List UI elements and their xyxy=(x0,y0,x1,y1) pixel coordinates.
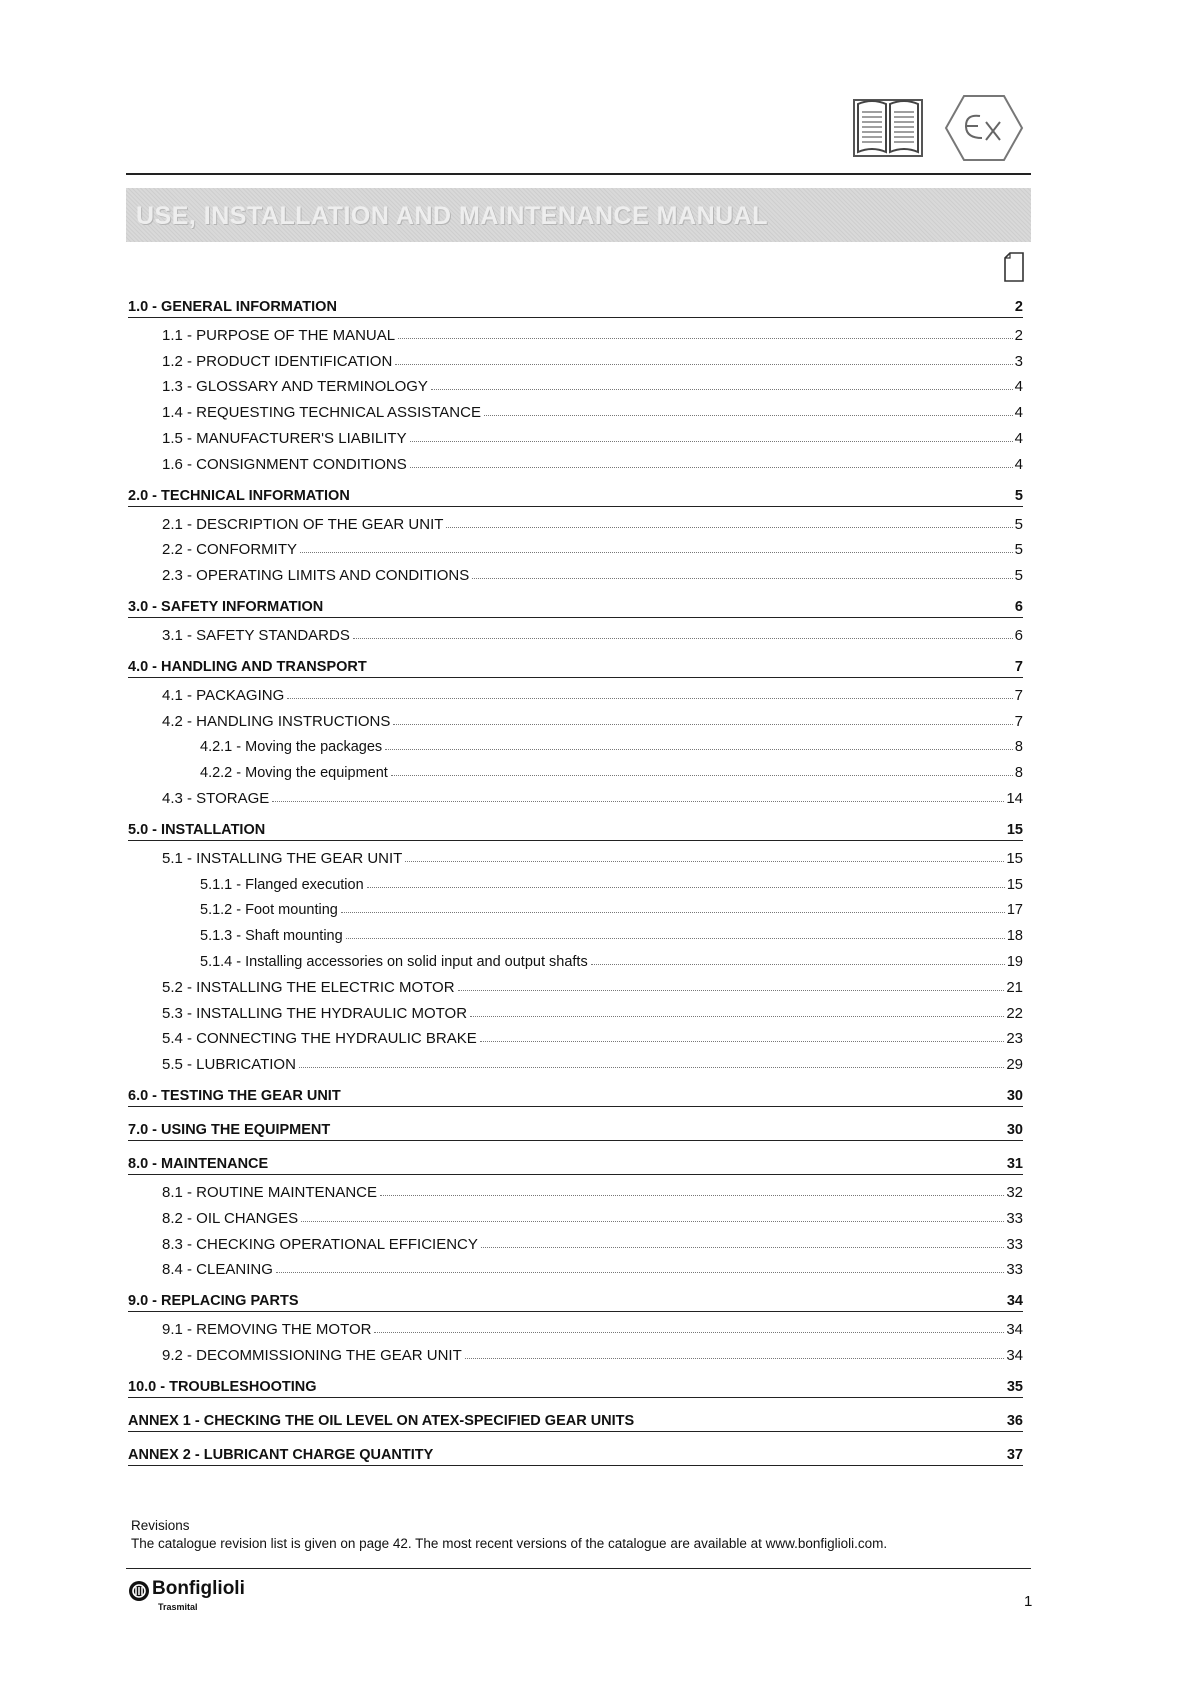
toc-page-number: 30 xyxy=(1006,1088,1023,1105)
toc-entry xyxy=(128,1022,1023,1048)
toc-entry xyxy=(128,970,1023,996)
toc-title: 4.3 - STORAGE xyxy=(162,789,270,807)
toc-leader-dots xyxy=(458,990,1005,991)
toc-page-number: 7 xyxy=(1014,658,1023,675)
toc-title: 8.1 - ROUTINE MAINTENANCE xyxy=(162,1183,378,1201)
toc-entry xyxy=(128,370,1023,396)
toc-title: 5.1.1 - Flanged execution xyxy=(200,876,364,893)
toc-page-number: 30 xyxy=(1006,1122,1023,1139)
toc-entry xyxy=(128,1312,1023,1338)
toc-title: 9.2 - DECOMMISSIONING THE GEAR UNIT xyxy=(162,1346,462,1364)
toc-entry xyxy=(128,421,1023,447)
toc-leader-dots xyxy=(405,861,1004,862)
page-number: 1 xyxy=(1024,1593,1033,1610)
toc-leader-dots xyxy=(591,964,1005,965)
toc-entry xyxy=(128,841,1023,867)
toc-page-number: 14 xyxy=(1006,789,1023,807)
toc-entry xyxy=(128,704,1023,730)
toc-title: 10.0 - TROUBLESHOOTING xyxy=(128,1378,317,1395)
toc-entry xyxy=(128,755,1023,781)
revisions-text: The catalogue revision list is given on page 42. The most recent versions of the catalogue are available at www.bonfiglioli.com. xyxy=(131,1536,888,1551)
toc-page-number: 33 xyxy=(1006,1261,1023,1279)
toc-title: 4.2 - HANDLING INSTRUCTIONS xyxy=(162,712,391,730)
toc-page-number: 2 xyxy=(1014,326,1023,344)
toc-title: 1.2 - PRODUCT IDENTIFICATION xyxy=(162,352,393,370)
toc-leader-dots xyxy=(353,638,1013,639)
toc-page-number: 4 xyxy=(1014,404,1023,422)
toc-title: 4.2.1 - Moving the packages xyxy=(200,739,383,756)
toc-leader-dots xyxy=(367,887,1005,888)
toc-page-number: 17 xyxy=(1006,902,1023,919)
footer-rule xyxy=(126,1568,1031,1569)
toc-title: 4.0 - HANDLING AND TRANSPORT xyxy=(128,658,367,675)
toc-title: 4.2.2 - Moving the equipment xyxy=(200,765,388,782)
toc-title: 2.0 - TECHNICAL INFORMATION xyxy=(128,487,350,504)
brand-subtitle: Trasmital xyxy=(158,1602,198,1612)
toc-entry xyxy=(128,918,1023,944)
toc-title: 1.5 - MANUFACTURER'S LIABILITY xyxy=(162,429,407,447)
toc-title: 5.1.4 - Installing accessories on solid input and output shafts xyxy=(200,953,588,970)
toc-section xyxy=(128,1438,1023,1466)
toc-section xyxy=(128,479,1023,507)
toc-page-number: 7 xyxy=(1014,712,1023,730)
toc-leader-dots xyxy=(395,364,1012,365)
toc-entry xyxy=(128,867,1023,893)
toc-page-number: 15 xyxy=(1006,876,1023,893)
toc-title: 5.1.3 - Shaft mounting xyxy=(200,928,343,945)
toc-page-number: 32 xyxy=(1006,1183,1023,1201)
toc-page-number: 5 xyxy=(1014,541,1023,559)
toc-leader-dots xyxy=(410,441,1013,442)
manual-title: USE, INSTALLATION AND MAINTENANCE MANUAL xyxy=(136,202,768,230)
toc-title: 1.4 - REQUESTING TECHNICAL ASSISTANCE xyxy=(162,404,481,422)
toc-entry xyxy=(128,944,1023,970)
toc-leader-dots xyxy=(301,1221,1004,1222)
toc-leader-dots xyxy=(431,389,1013,390)
toc-title: 8.4 - CLEANING xyxy=(162,1261,273,1279)
toc-title: 5.0 - INSTALLATION xyxy=(128,821,266,838)
toc-page-number: 18 xyxy=(1006,928,1023,945)
toc-leader-dots xyxy=(346,938,1005,939)
header-rule xyxy=(126,173,1031,175)
toc-page-number: 15 xyxy=(1006,821,1023,838)
toc-section xyxy=(128,1370,1023,1398)
toc-page-number: 6 xyxy=(1014,599,1023,616)
toc-section xyxy=(128,590,1023,618)
toc-page-number: 3 xyxy=(1014,352,1023,370)
brand-name: Bonfiglioli xyxy=(152,1578,245,1599)
toc-section xyxy=(128,290,1023,318)
toc-page-number: 5 xyxy=(1014,515,1023,533)
toc-section xyxy=(128,1079,1023,1107)
toc-page-number: 4 xyxy=(1014,455,1023,473)
toc-page-number: 21 xyxy=(1006,978,1023,996)
toc-section xyxy=(128,1113,1023,1141)
toc-entry xyxy=(128,1047,1023,1073)
toc-leader-dots xyxy=(380,1195,1004,1196)
toc-entry xyxy=(128,447,1023,473)
toc-leader-dots xyxy=(300,552,1013,553)
toc-title: 3.1 - SAFETY STANDARDS xyxy=(162,626,350,644)
toc-page-number: 7 xyxy=(1014,686,1023,704)
toc-title: 9.1 - REMOVING THE MOTOR xyxy=(162,1321,372,1339)
toc-leader-dots xyxy=(385,749,1013,750)
toc-entry xyxy=(128,395,1023,421)
toc-leader-dots xyxy=(391,775,1013,776)
toc-section xyxy=(128,813,1023,841)
toc-title: 4.1 - PACKAGING xyxy=(162,686,285,704)
toc-title: 5.1.2 - Foot mounting xyxy=(200,902,338,919)
toc-entry xyxy=(128,1338,1023,1364)
toc-title: 9.0 - REPLACING PARTS xyxy=(128,1293,299,1310)
toc-page-number: 6 xyxy=(1014,626,1023,644)
toc-leader-dots xyxy=(393,724,1012,725)
toc-page-number: 5 xyxy=(1014,487,1023,504)
toc-page-number: 4 xyxy=(1014,429,1023,447)
toc-leader-dots xyxy=(276,1272,1004,1273)
toc-entry xyxy=(128,344,1023,370)
toc-title: 5.3 - INSTALLING THE HYDRAULIC MOTOR xyxy=(162,1004,468,1022)
toc-page-number: 22 xyxy=(1006,1004,1023,1022)
toc-page-number: 29 xyxy=(1006,1056,1023,1074)
toc-title: 5.1 - INSTALLING THE GEAR UNIT xyxy=(162,849,403,867)
toc-entry xyxy=(128,1227,1023,1253)
toc-title: 1.1 - PURPOSE OF THE MANUAL xyxy=(162,326,396,344)
toc-title: ANNEX 2 - LUBRICANT CHARGE QUANTITY xyxy=(128,1446,434,1463)
toc-page-number: 8 xyxy=(1014,739,1023,756)
toc-page-number: 31 xyxy=(1006,1156,1023,1173)
toc-title: 8.0 - MAINTENANCE xyxy=(128,1156,269,1173)
toc-page-number: 8 xyxy=(1014,765,1023,782)
toc-entry xyxy=(128,678,1023,704)
toc-leader-dots xyxy=(472,578,1012,579)
toc-entry xyxy=(128,1253,1023,1279)
title-banner xyxy=(126,188,1031,242)
toc-title: 1.0 - GENERAL INFORMATION xyxy=(128,299,337,315)
toc-leader-dots xyxy=(465,1358,1005,1359)
toc-title: 5.2 - INSTALLING THE ELECTRIC MOTOR xyxy=(162,978,455,996)
header-icons xyxy=(852,92,1032,172)
toc-title: 3.0 - SAFETY INFORMATION xyxy=(128,599,324,616)
toc-title: 1.6 - CONSIGNMENT CONDITIONS xyxy=(162,455,407,473)
toc-title: 5.5 - LUBRICATION xyxy=(162,1056,296,1074)
toc-entry xyxy=(128,781,1023,807)
toc-entry xyxy=(128,318,1023,344)
toc-title: 6.0 - TESTING THE GEAR UNIT xyxy=(128,1088,341,1105)
book-icon xyxy=(852,92,924,162)
toc-leader-dots xyxy=(470,1016,1004,1017)
revisions-heading: Revisions xyxy=(131,1518,190,1533)
toc-leader-dots xyxy=(484,415,1013,416)
toc-page-number: 15 xyxy=(1006,849,1023,867)
toc-page-number: 5 xyxy=(1014,567,1023,585)
toc-title: 2.3 - OPERATING LIMITS AND CONDITIONS xyxy=(162,567,470,585)
toc-entry xyxy=(128,1175,1023,1201)
toc-page-number: 34 xyxy=(1006,1321,1023,1339)
toc-page-number: 37 xyxy=(1006,1446,1023,1463)
toc-title: 1.3 - GLOSSARY AND TERMINOLOGY xyxy=(162,378,428,396)
table-of-contents xyxy=(128,290,1023,1466)
toc-entry xyxy=(128,996,1023,1022)
toc-leader-dots xyxy=(481,1247,1004,1248)
toc-title: 5.4 - CONNECTING THE HYDRAULIC BRAKE xyxy=(162,1030,477,1048)
toc-title: 7.0 - USING THE EQUIPMENT xyxy=(128,1122,331,1139)
toc-leader-dots xyxy=(287,698,1012,699)
toc-entry xyxy=(128,507,1023,533)
toc-page-number: 33 xyxy=(1006,1209,1023,1227)
toc-page-number: 34 xyxy=(1006,1293,1023,1310)
toc-section xyxy=(128,1147,1023,1175)
toc-leader-dots xyxy=(272,801,1004,802)
toc-title: 2.1 - DESCRIPTION OF THE GEAR UNIT xyxy=(162,515,444,533)
toc-section xyxy=(128,1404,1023,1432)
toc-leader-dots xyxy=(446,527,1012,528)
toc-entry xyxy=(128,618,1023,644)
toc-entry xyxy=(128,558,1023,584)
toc-leader-dots xyxy=(410,467,1013,468)
document-page-icon xyxy=(1004,252,1024,282)
toc-title: 2.2 - CONFORMITY xyxy=(162,541,298,559)
toc-page-number: 36 xyxy=(1006,1412,1023,1429)
toc-section xyxy=(128,650,1023,678)
toc-page-number: 23 xyxy=(1006,1030,1023,1048)
toc-leader-dots xyxy=(480,1041,1005,1042)
ex-atex-icon xyxy=(944,92,1024,164)
toc-leader-dots xyxy=(299,1067,1004,1068)
toc-leader-dots xyxy=(374,1332,1004,1333)
toc-entry xyxy=(128,730,1023,756)
toc-entry xyxy=(128,893,1023,919)
toc-page-number: 35 xyxy=(1006,1378,1023,1395)
toc-page-number: 2 xyxy=(1014,299,1023,315)
toc-page-number: 19 xyxy=(1006,953,1023,970)
toc-page-number: 33 xyxy=(1006,1235,1023,1253)
toc-title: 8.3 - CHECKING OPERATIONAL EFFICIENCY xyxy=(162,1235,478,1253)
toc-page-number: 4 xyxy=(1014,378,1023,396)
toc-leader-dots xyxy=(341,912,1005,913)
bonfiglioli-logo-icon xyxy=(128,1580,150,1602)
toc-leader-dots xyxy=(398,338,1013,339)
toc-entry xyxy=(128,533,1023,559)
toc-page-number: 34 xyxy=(1006,1346,1023,1364)
toc-section xyxy=(128,1284,1023,1312)
toc-title: ANNEX 1 - CHECKING THE OIL LEVEL ON ATEX-SPECIFIED GEAR UNITS xyxy=(128,1412,635,1429)
toc-entry xyxy=(128,1201,1023,1227)
toc-title: 8.2 - OIL CHANGES xyxy=(162,1209,299,1227)
